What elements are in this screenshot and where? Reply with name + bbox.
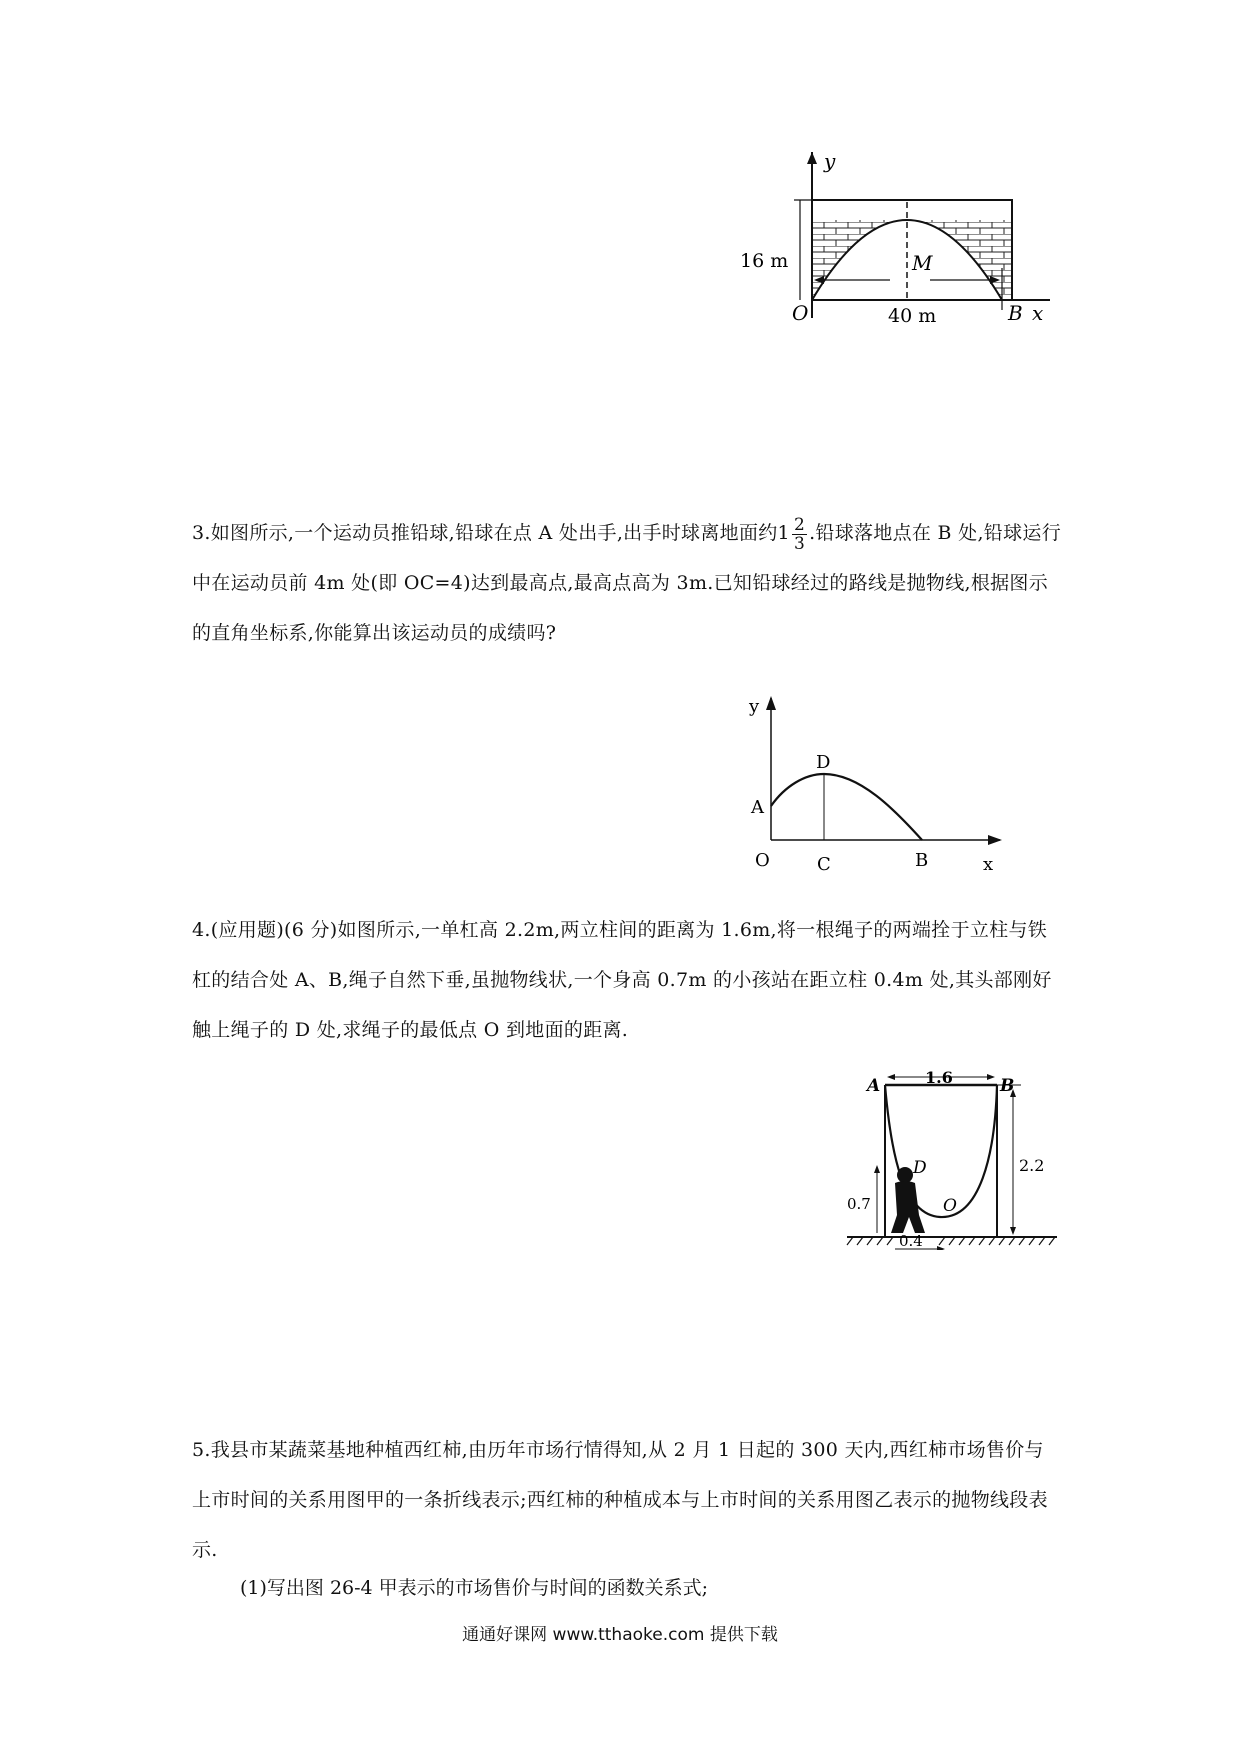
rope-span-label: 1.6 bbox=[925, 1068, 953, 1087]
bar-rope-figure bbox=[845, 1065, 1060, 1250]
shotput-label-b: B bbox=[915, 850, 929, 871]
arch-axis-x: x bbox=[1032, 301, 1044, 325]
shotput-axis-x: x bbox=[983, 854, 994, 875]
q4-text: (应用题)(6 分)如图所示,一单杠高 2.2m,两立柱间的距离为 1.6m,将一根绳子的两端拴于立柱与铁杠的结合处 A、B,绳子自然下垂,虽抛物线状,一个身高 0.7m 的小孩站在距立柱 0.4m 处,其头部刚好触上绳子的 D 处,求绳子的最低点 O 到地面的距离. bbox=[192, 919, 1052, 1041]
page-footer: 通通好课网 www.tthaoke.com 提供下载 bbox=[462, 1625, 778, 1645]
q5-number: 5. bbox=[192, 1439, 211, 1461]
q3-frac-num: 2 bbox=[793, 514, 806, 535]
q3-text-a: 如图所示,一个运动员推铅球,铅球在点 A 处出手,出手时球离地面约1 bbox=[210, 522, 790, 544]
arch-width-label: 40 m bbox=[888, 305, 937, 327]
shotput-label-c: C bbox=[817, 854, 831, 875]
arch-height-label: 16 m bbox=[740, 250, 789, 272]
arch-axis-y: y bbox=[824, 150, 836, 173]
q5-text: 我县市某蔬菜基地种植西红柿,由历年市场行情得知,从 2 月 1 日起的 300 天内,西红柿市场售价与上市时间的关系用图甲的一条折线表示;西红柿的种植成本与上市时间的关系用图乙表示的抛物线段表示. bbox=[192, 1439, 1048, 1561]
shotput-curve bbox=[771, 774, 922, 840]
arch-point-m: M bbox=[912, 251, 933, 275]
q5-sub1: (1)写出图 26-4 甲表示的市场售价与时间的函数关系式; bbox=[240, 1577, 709, 1599]
rope-label-d: D bbox=[913, 1158, 927, 1178]
rope-label-a: A bbox=[867, 1076, 881, 1096]
shotput-label-o: O bbox=[755, 850, 770, 871]
q3-number: 3. bbox=[192, 522, 211, 544]
shotput-figure bbox=[745, 690, 1005, 885]
shotput-label-d: D bbox=[816, 752, 831, 773]
q4-number: 4. bbox=[192, 919, 211, 941]
rope-child-height: 0.7 bbox=[847, 1195, 871, 1213]
arch-point-b: B bbox=[1008, 301, 1023, 325]
shotput-axis-y: y bbox=[749, 696, 760, 717]
arch-origin: O bbox=[792, 301, 809, 325]
shotput-label-a: A bbox=[751, 797, 764, 818]
rope-label-o: O bbox=[943, 1196, 957, 1216]
question-3 bbox=[192, 508, 1062, 658]
rope-child-distance: 0.4 bbox=[899, 1232, 923, 1250]
q3-frac-den: 3 bbox=[793, 533, 806, 554]
question-4 bbox=[192, 905, 1062, 1055]
rope-height-label: 2.2 bbox=[1019, 1156, 1045, 1175]
rope-label-b: B bbox=[1000, 1076, 1015, 1096]
question-5 bbox=[192, 1425, 1062, 1575]
q3-text-b: .铅球落地点在 B 处,铅球运行中在运动员前 4m 处(即 OC=4)达到最高点,最高点高为 3m.已知铅球经过的路线是抛物线,根据图示的直角坐标系,你能算出该运动员的成绩吗? bbox=[192, 522, 1061, 644]
q3-fraction bbox=[792, 516, 807, 553]
arch-figure bbox=[740, 150, 1070, 340]
